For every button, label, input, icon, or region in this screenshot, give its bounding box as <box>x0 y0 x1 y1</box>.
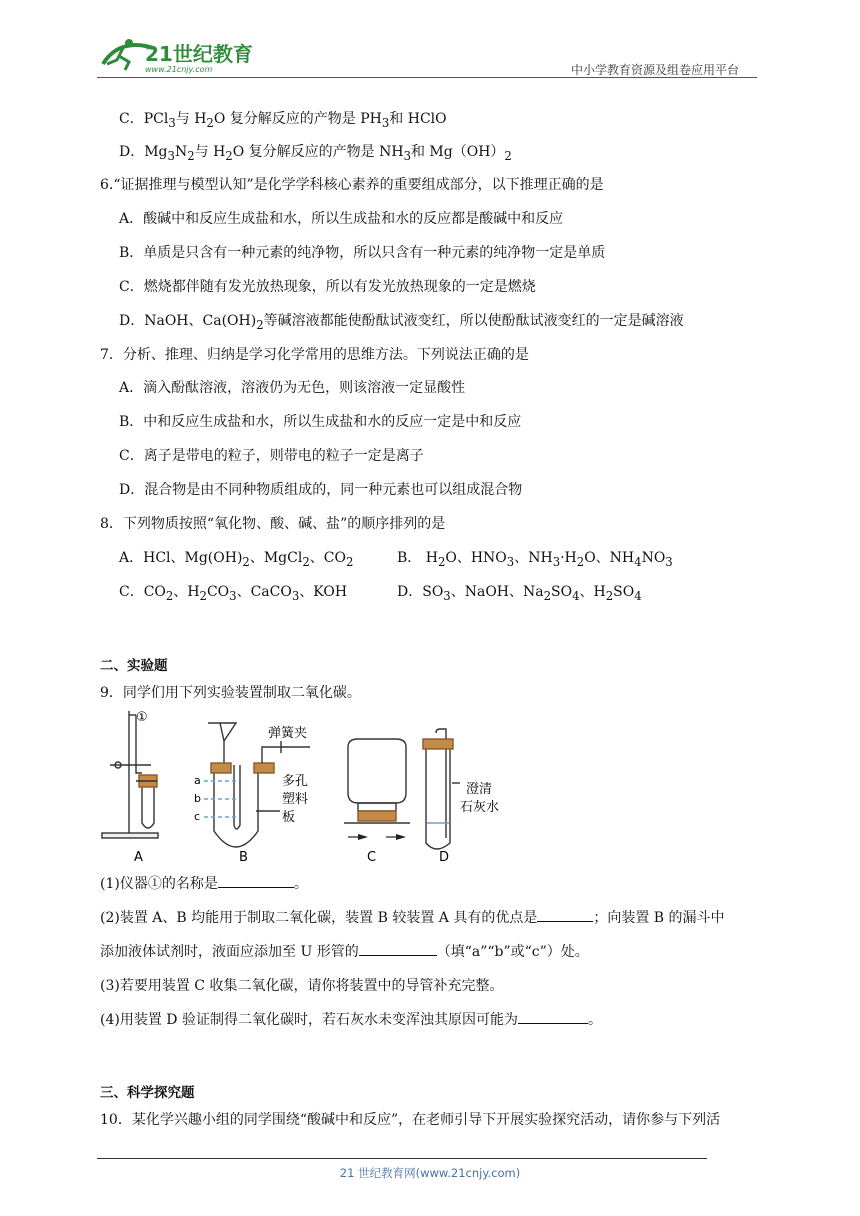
label-d: D <box>439 850 450 865</box>
answer-blank-2[interactable] <box>537 907 593 922</box>
q8-option-c: C．$CO_2$、$H_2CO_3$、CaCO$_3$、KOH <box>119 584 348 603</box>
apparatus-figure <box>96 703 526 868</box>
spring-clip-label: 弹簧夹 <box>268 726 308 741</box>
section-2-title: 二、实验题 <box>100 658 168 674</box>
q6-option-b: B．单质是只含有一种元素的纯净物，所以只含有一种元素的纯净物一定是单质 <box>119 245 606 261</box>
platform-title: 中小学教育资源及组卷应用平台 <box>571 63 740 77</box>
q7-stem: 7．分析、推理、归纳是学习化学常用的思维方法。下列说法正确的是 <box>100 347 529 363</box>
answer-blank-3[interactable] <box>359 941 437 956</box>
apparatus-c <box>344 739 410 823</box>
q6-option-c: C．燃烧都伴随有发光放热现象，所以有发光放热现象的一定是燃烧 <box>119 279 536 295</box>
porous-label-3: 板 <box>282 810 296 825</box>
q9-part2: (2)装置 A、B 均能用于制取二氧化碳，装置 B 较装置 A 具有的优点是 ；向装置 B 的漏斗中 <box>100 907 725 927</box>
label-b: B <box>239 850 248 865</box>
mark-c: c <box>194 810 201 823</box>
logo-url: www.21cnjy.com <box>145 65 213 74</box>
q6-option-a: A．酸碱中和反应生成盐和水，所以生成盐和水的反应都是酸碱中和反应 <box>119 211 564 227</box>
q9-part4: (4)用装置 D 验证制得二氧化碳时，若石灰水未变浑浊其原因可能为 。 <box>100 1009 602 1029</box>
q8-option-a: A．HCl、$Mg(OH)_2$、MgCl$_2$、$CO_2$ <box>119 550 354 569</box>
q5-option-d: D．$Mg_3N_2$与 $H_2O$ 复分解反应的产物是 $NH_3$和 $Mg(OH)_2$ <box>119 144 512 163</box>
q7-option-d: D．混合物是由不同种物质组成的，同一种元素也可以组成混合物 <box>119 482 523 498</box>
q8-stem: 8．下列物质按照“氧化物、酸、碱、盐”的顺序排列的是 <box>100 516 446 532</box>
header-divider <box>97 77 757 78</box>
q9-part2-cont: 添加液体试剂时，液面应添加至 U 形管的 （填“a”“b”或“c”）处。 <box>100 941 589 961</box>
footer-divider <box>97 1158 707 1159</box>
q8-option-b: B． $H_2O$、$HNO_3$、$NH_3\cdot H_2O$、$NH_4NO_3$ <box>397 550 673 569</box>
footer-text: 21 世纪教育网(www.21cnjy.com) <box>339 1166 521 1180</box>
q6-option-d: D．NaOH、$Ca(OH)_2$等碱溶液都能使酚酞试液变红，所以使酚酞试液变红的一定是碱溶液 <box>119 313 684 332</box>
porous-label-1: 多孔 <box>282 774 309 789</box>
q7-option-c: C．离子是带电的粒子，则带电的粒子一定是离子 <box>119 448 424 464</box>
answer-blank-4[interactable] <box>518 1009 588 1024</box>
section-3-title: 三、科学探究题 <box>100 1085 195 1101</box>
apparatus-d <box>423 729 460 849</box>
q8-option-d: D．$SO_3$、NaOH、$Na_2SO_4$、$H_2SO_4$ <box>397 584 642 603</box>
q9-stem: 9．同学们用下列实验装置制取二氧化碳。 <box>100 685 361 701</box>
limewater-label-2: 石灰水 <box>460 800 500 815</box>
q5-option-c: C．PCl$_3$与 $H_2O$ 复分解反应的产物是 $PH_3$和 HClO <box>119 111 447 130</box>
apparatus-a <box>102 711 158 838</box>
q9-part3: (3)若要用装置 C 收集二氧化碳，请你将装置中的导管补充完整。 <box>100 978 504 994</box>
label-a: A <box>134 850 143 865</box>
answer-blank-1[interactable] <box>218 873 294 888</box>
label-c: C <box>367 850 377 865</box>
q7-option-a: A．滴入酚酞溶液，溶液仍为无色，则该溶液一定显酸性 <box>119 380 466 396</box>
q6-stem: 6.“证据推理与模型认知”是化学学科核心素养的重要组成部分，以下推理正确的是 <box>100 177 604 193</box>
limewater-label-1: 澄清 <box>466 782 493 797</box>
circle-label: ① <box>136 710 148 725</box>
q10-stem: 10．某化学兴趣小组的同学围绕“酸碱中和反应”，在老师引导下开展实验探究活动，请你参与下列活 <box>100 1112 721 1128</box>
q9-part1: (1)仪器①的名称是 。 <box>100 873 308 893</box>
logo-text: 21世纪教育 <box>145 42 253 66</box>
site-logo <box>95 34 255 76</box>
mark-a: a <box>194 774 201 787</box>
q7-option-b: B．中和反应生成盐和水，所以生成盐和水的反应一定是中和反应 <box>119 414 522 430</box>
mark-b: b <box>194 792 201 805</box>
porous-label-2: 塑料 <box>282 792 309 807</box>
